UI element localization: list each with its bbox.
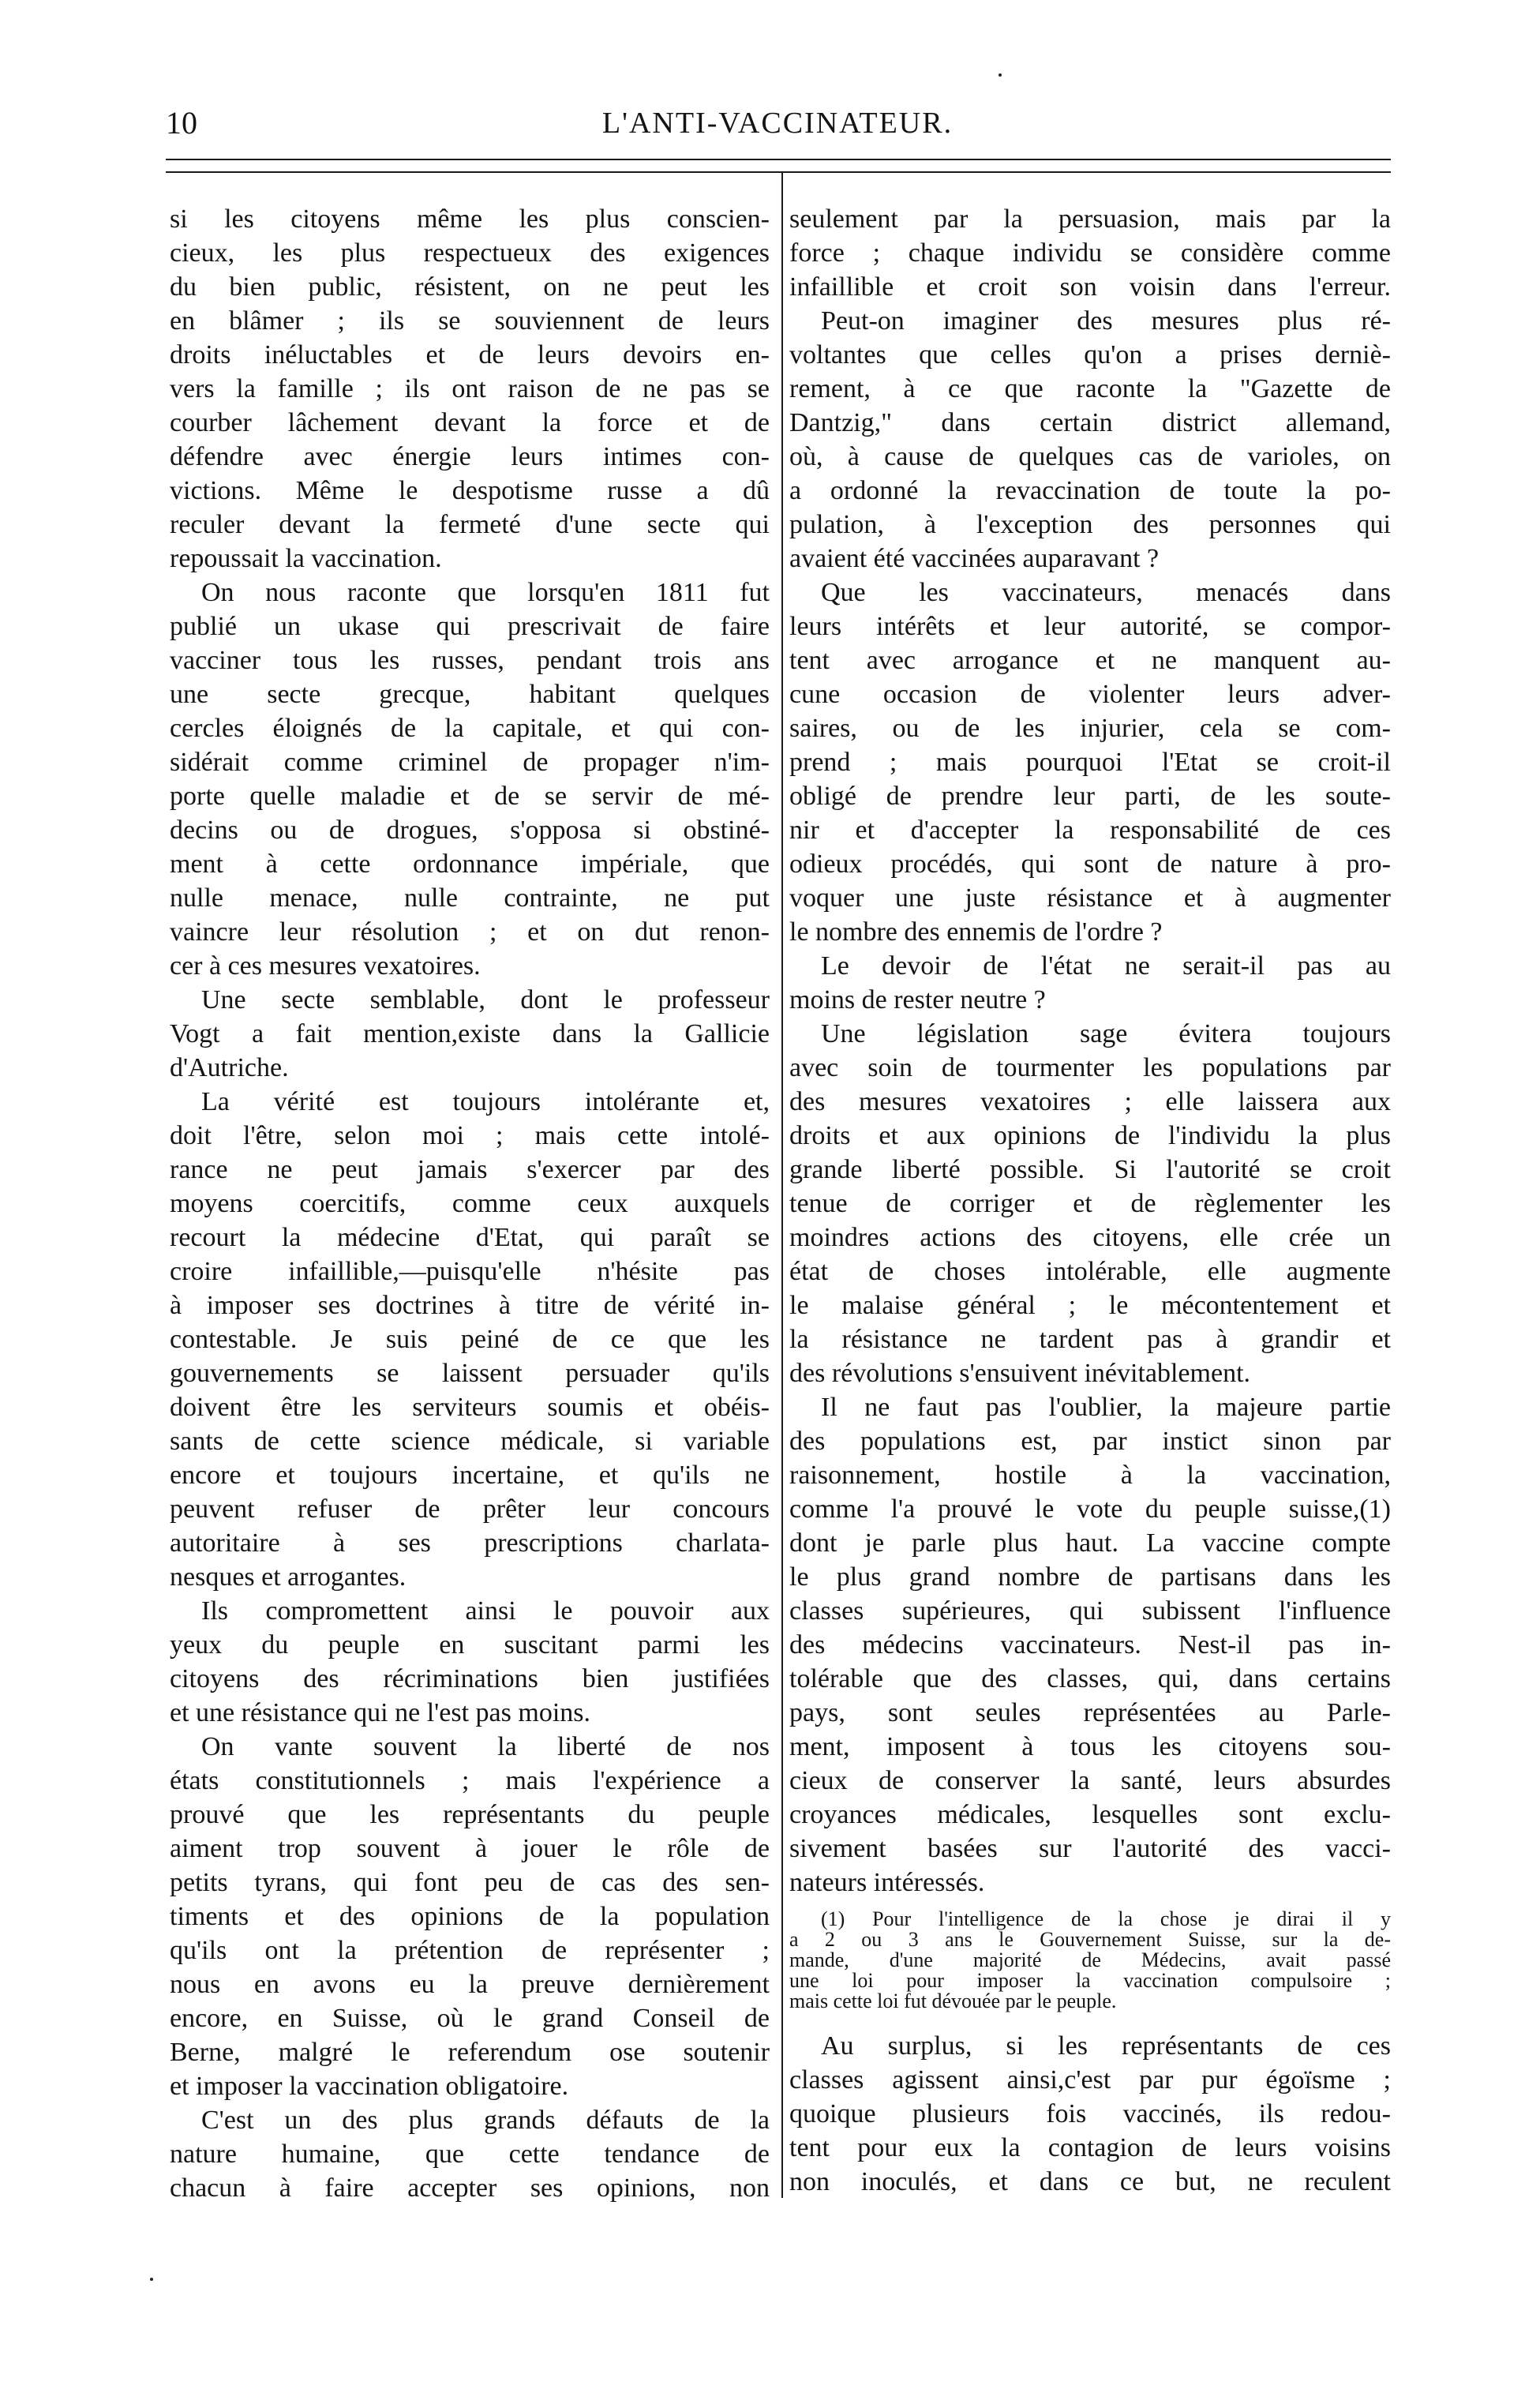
text-line: des populations est, par instict sinon par: [789, 1427, 1391, 1456]
text-line: sidérait comme criminel de propager n'im-: [170, 748, 770, 777]
text-line: le nombre des ennemis de l'ordre ?: [789, 917, 1163, 947]
text-line: en blâmer ; ils se souviennent de leurs: [170, 306, 770, 336]
text-line: peuvent refuser de prêter leur concours: [170, 1495, 770, 1524]
text-line: nature humaine, que cette tendance de: [170, 2140, 770, 2169]
text-line: timents et des opinions de la population: [170, 1902, 770, 1931]
text-line: cer à ces mesures vexatoires.: [170, 951, 481, 981]
text-line: moins de rester neutre ?: [789, 985, 1046, 1014]
text-line: cieux de conserver la santé, leurs absurdes: [789, 1766, 1391, 1795]
text-line: repoussait la vaccination.: [170, 544, 442, 573]
text-line: sants de cette science médicale, si variable: [170, 1427, 770, 1456]
page-header: [166, 104, 1389, 144]
text-line: ment à cette ordonnance impériale, que: [170, 849, 770, 879]
text-line: Une législation sage évitera toujours: [821, 1019, 1391, 1048]
text-line: (1) Pour l'intelligence de la chose je dirai il y: [821, 1907, 1391, 1930]
text-line: On vante souvent la liberté de nos: [201, 1732, 770, 1761]
text-line: reculer devant la fermeté d'une secte qui: [170, 510, 770, 539]
text-line: comme l'a prouvé le vote du peuple suisse,(1): [789, 1495, 1391, 1524]
text-line: mais cette loi fut dévouée par le peuple.: [789, 1990, 1117, 2012]
text-line: tent avec arrogance et ne manquent au-: [789, 646, 1391, 675]
text-line: La vérité est toujours intolérante et,: [201, 1087, 770, 1116]
text-line: recourt la médecine d'Etat, qui paraît se: [170, 1223, 770, 1252]
text-line: On nous raconte que lorsqu'en 1811 fut: [201, 578, 770, 607]
text-line: vacciner tous les russes, pendant trois ans: [170, 646, 770, 675]
text-line: une loi pour imposer la vaccination compulsoire ;: [789, 1969, 1391, 1992]
text-line: nesques et arrogantes.: [170, 1562, 407, 1592]
text-line: encore et toujours incertaine, et qu'ils ne: [170, 1461, 770, 1490]
text-line: avec soin de tourmenter les populations par: [789, 1053, 1391, 1082]
text-line: nulle menace, nulle contrainte, ne put: [170, 883, 770, 913]
text-line: mande, d'une majorité de Médecins, avait passé: [789, 1948, 1391, 1971]
text-line: pulation, à l'exception des personnes qui: [789, 510, 1391, 539]
text-line: yeux du peuple en suscitant parmi les: [170, 1630, 770, 1660]
print-speck: [999, 73, 1002, 77]
text-line: contestable. Je suis peiné de ce que les: [170, 1325, 770, 1354]
text-line: Le devoir de l'état ne serait-il pas au: [821, 951, 1391, 981]
running-title: L'ANTI-VACCINATEUR.: [601, 107, 954, 140]
text-line: decins ou de drogues, s'opposa si obstiné-: [170, 816, 770, 845]
text-line: infaillible et croit son voisin dans l'erreur.: [789, 272, 1391, 302]
text-line: Berne, malgré le referendum ose soutenir: [170, 2038, 770, 2067]
text-line: états constitutionnels ; mais l'expérience a: [170, 1766, 770, 1795]
text-line: et imposer la vaccination obligatoire.: [170, 2072, 569, 2101]
text-line: prouvé que les représentants du peuple: [170, 1800, 770, 1829]
text-line: Au surplus, si les représentants de ces: [821, 2031, 1391, 2061]
text-line: classes agissent ainsi,c'est par pur égoïsme ;: [789, 2065, 1391, 2095]
text-line: rance ne peut jamais s'exercer par des: [170, 1155, 770, 1184]
text-line: cune occasion de violenter leurs adver-: [789, 680, 1391, 709]
text-line: C'est un des plus grands défauts de la: [201, 2106, 770, 2135]
text-line: a ordonné la revaccination de toute la po-: [789, 476, 1391, 505]
text-line: moindres actions des citoyens, elle crée un: [789, 1223, 1391, 1252]
text-line: obligé de prendre leur parti, de les soute-: [789, 782, 1391, 811]
text-line: petits tyrans, qui font peu de cas des sen-: [170, 1868, 770, 1897]
text-line: porte quelle maladie et de se servir de mé-: [170, 782, 770, 811]
text-line: voquer une juste résistance et à augmenter: [789, 883, 1391, 913]
text-line: voltantes que celles qu'on a prises derniè-: [789, 340, 1391, 369]
text-line: publié un ukase qui prescrivait de faire: [170, 612, 770, 641]
text-line: leurs intérêts et leur autorité, se compor-: [789, 612, 1391, 641]
text-line: tent pour eux la contagion de leurs voisins: [789, 2133, 1391, 2162]
text-line: aiment trop souvent à jouer le rôle de: [170, 1834, 770, 1863]
text-line: Ils compromettent ainsi le pouvoir aux: [201, 1596, 770, 1626]
text-line: pays, sont seules représentées au Parle-: [789, 1698, 1391, 1727]
text-line: vers la famille ; ils ont raison de ne pas se: [170, 374, 770, 403]
text-line: non inoculés, et dans ce but, ne reculent: [789, 2167, 1391, 2196]
text-line: classes supérieures, qui subissent l'influence: [789, 1596, 1391, 1626]
text-line: où, à cause de quelques cas de varioles, on: [789, 442, 1391, 471]
footnote: [789, 1909, 1391, 2012]
text-line: qu'ils ont la prétention de représenter ;: [170, 1936, 770, 1965]
text-line: le plus grand nombre de partisans dans les: [789, 1562, 1391, 1592]
text-line: moyens coercitifs, comme ceux auxquels: [170, 1189, 770, 1218]
text-line: tolérable que des classes, qui, dans certains: [789, 1664, 1391, 1693]
text-line: autoritaire à ses prescriptions charlata-: [170, 1528, 770, 1558]
text-line: tenue de corriger et de règlementer les: [789, 1189, 1391, 1218]
text-line: croyances médicales, lesquelles sont exclu-: [789, 1800, 1391, 1829]
text-line: Que les vaccinateurs, menacés dans: [821, 578, 1391, 607]
print-speck: [150, 2278, 153, 2281]
text-line: état de choses intolérable, elle augmente: [789, 1257, 1391, 1286]
text-line: la résistance ne tardent pas à grandir et: [789, 1325, 1391, 1354]
text-line: Vogt a fait mention,existe dans la Gallicie: [170, 1019, 770, 1048]
right-column: [789, 202, 1391, 2199]
text-line: doivent être les serviteurs soumis et obéis-: [170, 1393, 770, 1422]
text-line: une secte grecque, habitant quelques: [170, 680, 770, 709]
page-number: 10: [166, 105, 197, 141]
text-line: Une secte semblable, dont le professeur: [201, 985, 770, 1014]
text-line: doit l'être, selon moi ; mais cette intolé-: [170, 1121, 770, 1150]
text-line: des mesures vexatoires ; elle laissera aux: [789, 1087, 1391, 1116]
right-column-continued-text: [789, 2029, 1391, 2199]
text-line: droits et aux opinions de l'individu la plus: [789, 1121, 1391, 1150]
text-line: dont je parle plus haut. La vaccine compte: [789, 1528, 1391, 1558]
text-line: nateurs intéressés.: [789, 1868, 985, 1897]
text-line: avaient été vaccinées auparavant ?: [789, 544, 1160, 573]
text-line: gouvernements se laissent persuader qu'ils: [170, 1359, 770, 1388]
text-line: encore, en Suisse, où le grand Conseil de: [170, 2004, 770, 2033]
text-line: a 2 ou 3 ans le Gouvernement Suisse, sur la de-: [789, 1928, 1391, 1951]
header-rule-top: [166, 159, 1391, 160]
text-line: Dantzig," dans certain district allemand,: [789, 408, 1391, 437]
text-line: défendre avec énergie leurs intimes con-: [170, 442, 770, 471]
text-line: nir et d'accepter la responsabilité de ces: [789, 816, 1391, 845]
text-line: du bien public, résistent, on ne peut les: [170, 272, 770, 302]
text-line: chacun à faire accepter ses opinions, non: [170, 2173, 770, 2203]
text-line: force ; chaque individu se considère comme: [789, 238, 1391, 268]
text-line: cieux, les plus respectueux des exigences: [170, 238, 770, 268]
text-line: ment, imposent à tous les citoyens sou-: [789, 1732, 1391, 1761]
text-line: croire infaillible,—puisqu'elle n'hésite pas: [170, 1257, 770, 1286]
header-rule-bottom: [166, 171, 1391, 173]
text-line: citoyens des récriminations bien justifiées: [170, 1664, 770, 1693]
text-line: droits inéluctables et de leurs devoirs en-: [170, 340, 770, 369]
text-line: et une résistance qui ne l'est pas moins.: [170, 1698, 590, 1727]
text-line: nous en avons eu la preuve dernièrement: [170, 1970, 770, 1999]
text-line: à imposer ses doctrines à titre de vérité in-: [170, 1291, 770, 1320]
text-line: si les citoyens même les plus conscien-: [170, 204, 770, 234]
text-line: saires, ou de les injurier, cela se com-: [789, 714, 1391, 743]
text-line: sivement basées sur l'autorité des vacci-: [789, 1834, 1391, 1863]
text-line: le malaise général ; le mécontentement et: [789, 1291, 1391, 1320]
text-line: quoique plusieurs fois vaccinés, ils redou-: [789, 2099, 1391, 2128]
text-line: Il ne faut pas l'oublier, la majeure partie: [821, 1393, 1391, 1422]
text-line: vaincre leur résolution ; et on dut renon-: [170, 917, 770, 947]
text-line: cercles éloignés de la capitale, et qui con-: [170, 714, 770, 743]
text-line: des révolutions s'ensuivent inévitablement.: [789, 1359, 1251, 1388]
text-line: raisonnement, hostile à la vaccination,: [789, 1461, 1391, 1490]
text-line: courber lâchement devant la force et de: [170, 408, 770, 437]
text-line: prend ; mais pourquoi l'Etat se croit-il: [789, 748, 1391, 777]
text-line: odieux procédés, qui sont de nature à pro-: [789, 849, 1391, 879]
column-divider: [781, 173, 783, 2198]
left-column: [170, 202, 770, 2205]
text-line: rement, à ce que raconte la "Gazette de: [789, 374, 1391, 403]
text-line: d'Autriche.: [170, 1053, 289, 1082]
right-column-main-text: [789, 202, 1391, 1900]
text-line: seulement par la persuasion, mais par la: [789, 204, 1391, 234]
text-line: Peut-on imaginer des mesures plus ré-: [821, 306, 1391, 336]
text-line: des médecins vaccinateurs. Nest-il pas in-: [789, 1630, 1391, 1660]
text-line: grande liberté possible. Si l'autorité se croit: [789, 1155, 1391, 1184]
text-line: victions. Même le despotisme russe a dû: [170, 476, 770, 505]
